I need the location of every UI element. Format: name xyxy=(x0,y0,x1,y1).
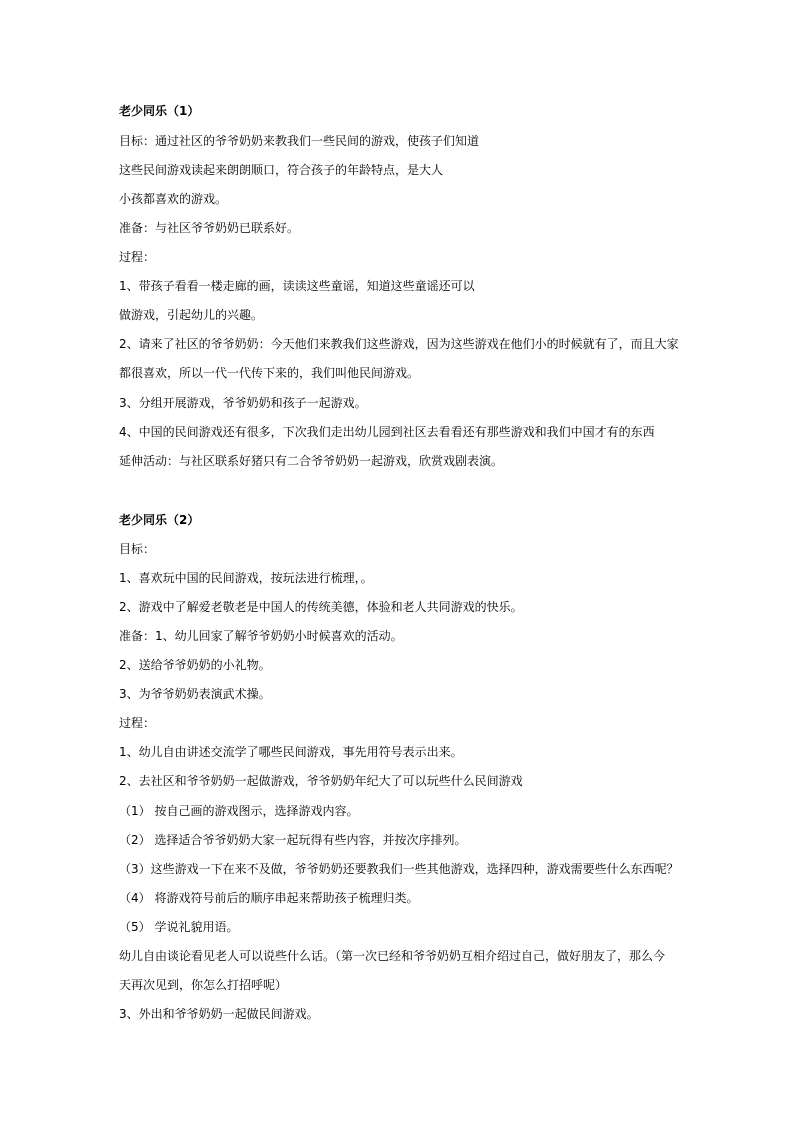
section-2-goal-1: 1、喜欢玩中国的民间游戏，按玩法进行梳理，。 xyxy=(119,571,373,585)
section-1-goal-line-3: 小孩都喜欢的游戏。 xyxy=(119,192,228,206)
section-2-substep-4: （4） 将游戏符号前后的顺序串起来帮助孩子梳理归类。 xyxy=(119,891,419,905)
section-1-step-2-line-1: 2、请来了社区的爷爷奶奶：今天他们来教我们这些游戏，因为这些游戏在他们小的时候就有了，而且大家 xyxy=(119,337,679,351)
section-1-goal-line-1: 目标：通过社区的爷爷奶奶来教我们一些民间的游戏，使孩子们知道 xyxy=(119,134,480,148)
section-2-step-3: 3、外出和爷爷奶奶一起做民间游戏。 xyxy=(119,1007,319,1021)
section-2-goal-label: 目标： xyxy=(119,542,156,556)
section-1-step-1-line-1: 1、带孩子看看一楼走廊的画，读读这些童谣，知道这些童谣还可以 xyxy=(119,279,475,293)
section-2-substep-3: （3）这些游戏一下在来不及做，爷爷奶奶还要教我们一些其他游戏，选择四种，游戏需要些什么东西呢？ xyxy=(119,862,679,876)
section-2-talk-line-1: 幼儿自由谈论看见老人可以说些什么话。（第一次已经和爷爷奶奶互相介绍过自己，做好朋友了，那么今 xyxy=(119,949,666,963)
section-2-substep-5: （5） 学说礼貌用语。 xyxy=(119,920,239,934)
section-2-substep-2: （2） 选择适合爷爷奶奶大家一起玩得有些内容，并按次序排列。 xyxy=(119,833,467,847)
section-2-step-2: 2、去社区和爷爷奶奶一起做游戏，爷爷奶奶年纪大了可以玩些什么民间游戏 xyxy=(119,774,523,788)
section-2-process-label: 过程： xyxy=(119,716,156,730)
section-1-step-4: 4、中国的民间游戏还有很多，下次我们走出幼儿园到社区去看看还有那些游戏和我们中国才有的东西 xyxy=(119,425,655,439)
section-1-process-label: 过程： xyxy=(119,250,156,264)
section-2-substep-1: （1） 按自己画的游戏图示，选择游戏内容。 xyxy=(119,804,359,818)
section-1-step-3: 3、分组开展游戏，爷爷奶奶和孩子一起游戏。 xyxy=(119,396,367,410)
section-2-preparation-1: 准备：1、幼儿回家了解爷爷奶奶小时候喜欢的活动。 xyxy=(119,629,403,643)
section-2-goal-2: 2、游戏中了解爱老敬老是中国人的传统美德，体验和老人共同游戏的快乐。 xyxy=(119,600,523,614)
section-2-step-1: 1、幼儿自由讲述交流学了哪些民间游戏，事先用符号表示出来。 xyxy=(119,745,463,759)
section-1-extension: 延伸活动：与社区联系好猪只有二合爷爷奶奶一起游戏，欣赏戏剧表演。 xyxy=(119,454,504,468)
section-1-title: 老少同乐（1） xyxy=(119,104,200,118)
section-2-title: 老少同乐（2） xyxy=(119,513,200,527)
section-2-preparation-2: 2、送给爷爷奶奶的小礼物。 xyxy=(119,658,271,672)
section-1-step-2-line-2: 都很喜欢，所以一代一代传下来的，我们叫他民间游戏。 xyxy=(119,366,420,380)
section-1-goal-line-2: 这些民间游戏读起来朗朗顺口，符合孩子的年龄特点，是大人 xyxy=(119,163,444,177)
section-1-preparation: 准备：与社区爷爷奶奶已联系好。 xyxy=(119,221,300,235)
section-2-preparation-3: 3、为爷爷奶奶表演武术操。 xyxy=(119,687,271,701)
section-1-step-1-line-2: 做游戏，引起幼儿的兴趣。 xyxy=(119,308,264,322)
section-2-talk-line-2: 天再次见到，你怎么打招呼呢） xyxy=(119,978,288,992)
